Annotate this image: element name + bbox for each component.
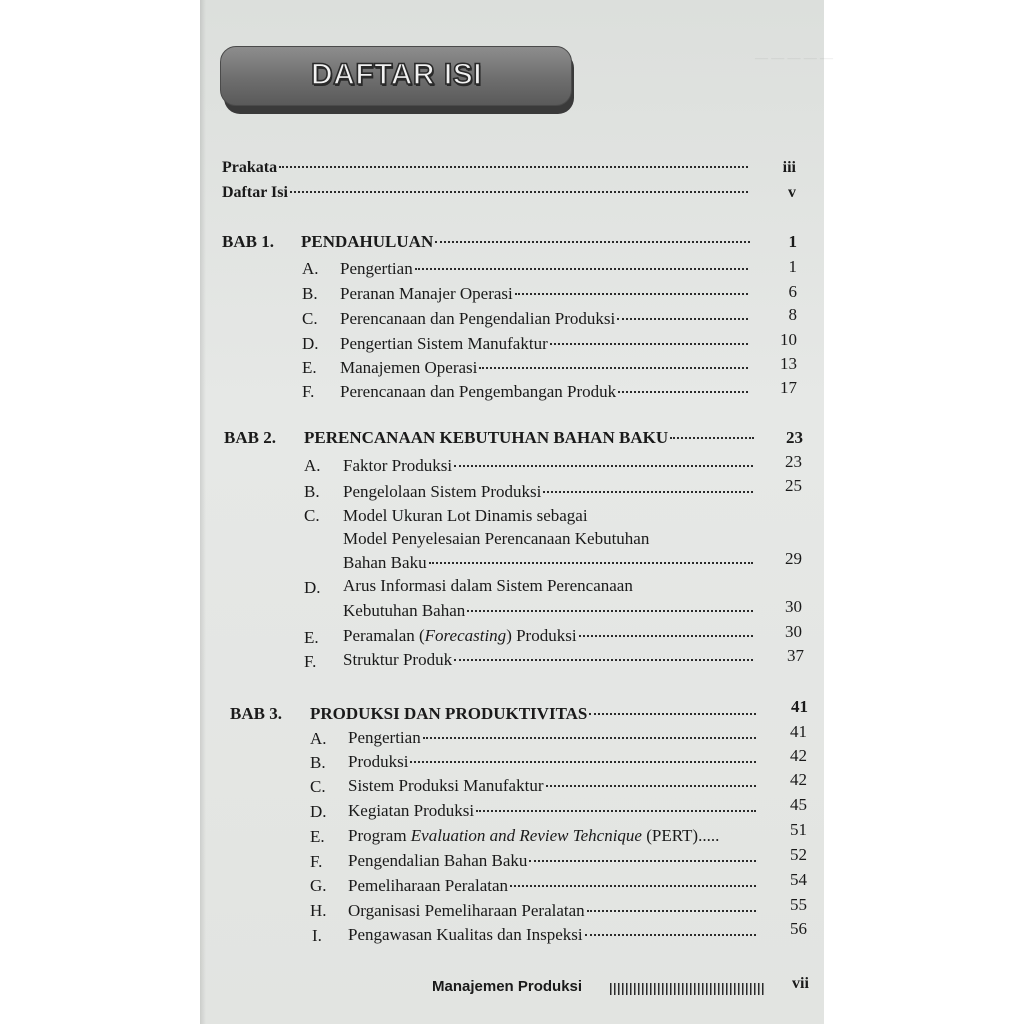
toc-page-number: 30	[785, 597, 802, 616]
toc-item[interactable]	[343, 456, 755, 476]
toc-item-label: Pengendalian Bahan Baku	[348, 851, 528, 870]
toc-page-number: 13	[780, 354, 797, 373]
item-letter: D.	[310, 802, 327, 821]
leader-dots	[587, 910, 756, 912]
toc-page-number: 1	[788, 257, 797, 276]
toc-page-number: 10	[780, 330, 797, 349]
toc-page-number: 55	[790, 895, 807, 914]
item-letter: C.	[304, 506, 320, 525]
toc-item-label: Pengertian	[348, 728, 421, 747]
label-part: Program	[348, 826, 411, 845]
leader-dots	[454, 659, 753, 661]
toc-item-label: Manajemen Operasi	[340, 358, 478, 377]
label-part: ) Produksi	[506, 626, 577, 645]
chapter-number: BAB 3.	[230, 704, 282, 723]
footer-decorative-bars	[610, 983, 765, 995]
toc-item-label	[348, 826, 719, 846]
toc-item-label: Sistem Produksi Manufaktur	[348, 776, 544, 795]
label-italic-part: Forecasting	[424, 626, 507, 645]
toc-item-label: Pengawasan Kualitas dan Inspeksi	[348, 925, 583, 944]
leader-dots	[279, 166, 748, 168]
leader-dots	[467, 610, 753, 612]
item-letter: F.	[310, 852, 323, 871]
toc-item-label: Pengertian	[340, 259, 413, 278]
toc-item-label: Produksi	[348, 752, 409, 771]
toc-page-number: 6	[788, 282, 797, 301]
toc-item[interactable]	[343, 626, 755, 646]
chapter-title: PERENCANAAN KEBUTUHAN BAHAN BAKU	[304, 428, 669, 447]
toc-item[interactable]	[343, 601, 755, 621]
toc-page-number: 45	[790, 795, 807, 814]
toc-page-number: 25	[785, 476, 802, 495]
leader-dots	[529, 860, 756, 862]
toc-page-number: 17	[780, 378, 797, 397]
toc-page-number: 23	[786, 428, 803, 447]
item-letter: F.	[304, 652, 317, 671]
toc-entry-label: Daftar Isi	[222, 184, 288, 201]
toc-entry-prakata[interactable]	[222, 159, 750, 177]
item-letter: B.	[310, 753, 326, 772]
leader-dots	[670, 437, 754, 439]
leader-dots	[290, 191, 748, 193]
toc-page-number: 52	[790, 845, 807, 864]
item-letter: A.	[310, 729, 327, 748]
leader-dots	[550, 343, 748, 345]
toc-chapter-2[interactable]	[304, 428, 756, 448]
toc-item[interactable]	[348, 728, 758, 748]
show-through-text: — — — — —	[755, 50, 833, 65]
toc-page-number: v	[788, 184, 796, 201]
item-letter: G.	[310, 876, 327, 895]
toc-item[interactable]	[340, 334, 750, 354]
toc-page-number: 23	[785, 452, 802, 471]
leader-dots	[510, 885, 756, 887]
leader-dots	[618, 391, 748, 393]
item-letter: B.	[304, 482, 320, 501]
toc-item-label: Pengertian Sistem Manufaktur	[340, 334, 548, 353]
toc-item-label	[343, 626, 577, 646]
toc-item[interactable]	[348, 876, 758, 896]
toc-page-number: iii	[782, 159, 796, 176]
item-letter: H.	[310, 901, 327, 920]
label-italic-part: Evaluation and Review Tehcnique	[410, 826, 642, 845]
leader-dots	[454, 465, 753, 467]
toc-item-label: Kebutuhan Bahan	[343, 601, 466, 620]
toc-item-label: Kegiatan Produksi	[348, 801, 475, 820]
toc-entry-label: Prakata	[222, 159, 278, 176]
toc-item[interactable]	[343, 553, 755, 573]
toc-item[interactable]	[340, 284, 750, 304]
chapter-title: PRODUKSI DAN PRODUKTIVITAS	[310, 704, 588, 723]
leader-dots	[410, 761, 756, 763]
leader-dots	[585, 934, 756, 936]
toc-item-label: Pengelolaan Sistem Produksi	[343, 482, 542, 501]
leader-dots	[415, 268, 748, 270]
toc-chapter-1[interactable]	[301, 232, 752, 252]
folio-page-number: vii	[792, 975, 809, 992]
toc-page-number: 56	[790, 919, 807, 938]
item-letter: D.	[304, 578, 321, 597]
toc-page-number: 41	[791, 697, 808, 716]
toc-page-number: 29	[785, 549, 802, 568]
item-letter: C.	[302, 309, 318, 328]
item-letter: A.	[304, 456, 321, 475]
toc-item[interactable]	[348, 776, 758, 796]
label-part: Peramalan (	[343, 626, 425, 645]
leader-dots	[546, 785, 757, 787]
toc-item[interactable]	[340, 309, 750, 329]
toc-item[interactable]	[348, 851, 758, 871]
leader-dots	[479, 367, 748, 369]
chapter-title: PENDAHULUAN	[301, 232, 434, 251]
item-letter: D.	[302, 334, 319, 353]
item-letter: E.	[304, 628, 319, 647]
toc-item[interactable]	[348, 826, 758, 846]
item-letter: E.	[302, 358, 317, 377]
toc-item[interactable]	[343, 650, 755, 670]
page-gutter-shadow	[200, 0, 206, 1024]
toc-item-line: Arus Informasi dalam Sistem Perencanaan	[343, 576, 633, 595]
toc-item[interactable]	[348, 801, 758, 821]
toc-page-number: 42	[790, 746, 807, 765]
leader-dots	[429, 562, 753, 564]
toc-item-label: Faktor Produksi	[343, 456, 453, 475]
toc-page-number: 54	[790, 870, 807, 889]
toc-item-line: Model Ukuran Lot Dinamis sebagai	[343, 506, 588, 525]
toc-page-number: 37	[787, 646, 804, 665]
item-letter: A.	[302, 259, 319, 278]
leader-dots	[617, 318, 748, 320]
toc-page-number: 1	[788, 232, 797, 251]
toc-page-number: 42	[790, 770, 807, 789]
item-letter: I.	[312, 926, 322, 945]
toc-item-label: Perencanaan dan Pengendalian Produksi	[340, 309, 616, 328]
toc-item-label: Perencanaan dan Pengembangan Produk	[340, 382, 617, 401]
toc-page-number: 8	[788, 305, 797, 324]
toc-item[interactable]	[340, 382, 750, 402]
running-footer-title: Manajemen Produksi	[432, 978, 583, 995]
toc-item[interactable]	[348, 925, 758, 945]
toc-page-number: 51	[790, 820, 807, 839]
toc-item-label: Struktur Produk	[343, 650, 453, 669]
toc-item[interactable]	[340, 259, 750, 279]
leader-dots	[476, 810, 756, 812]
leader-dots	[435, 241, 750, 243]
item-letter: F.	[302, 382, 315, 401]
toc-item[interactable]	[343, 482, 755, 502]
leader-dots	[543, 491, 753, 493]
leader-dots	[423, 737, 756, 739]
toc-item-label: Bahan Baku	[343, 553, 427, 572]
item-letter: E.	[310, 827, 325, 846]
leader-dots	[589, 713, 756, 715]
toc-page-number: 30	[785, 622, 802, 641]
page-title: DAFTAR ISI	[311, 58, 483, 91]
toc-entry-daftar-isi[interactable]	[222, 184, 750, 202]
item-letter: B.	[302, 284, 318, 303]
toc-item-label: Organisasi Pemeliharaan Peralatan	[348, 901, 585, 920]
toc-item-label: Peranan Manajer Operasi	[340, 284, 513, 303]
toc-item[interactable]	[340, 358, 750, 378]
book-page	[200, 0, 833, 1024]
label-part: (PERT).....	[641, 826, 720, 845]
toc-item-line: Model Penyelesaian Perencanaan Kebutuhan	[343, 529, 650, 548]
toc-item[interactable]	[348, 752, 758, 772]
toc-item[interactable]	[348, 901, 758, 921]
toc-chapter-3[interactable]	[310, 704, 758, 724]
leader-dots	[515, 293, 748, 295]
leader-dots	[579, 635, 753, 637]
item-letter: C.	[310, 777, 326, 796]
chapter-number: BAB 1.	[222, 232, 274, 251]
toc-page-number: 41	[790, 722, 807, 741]
chapter-number: BAB 2.	[224, 428, 276, 447]
toc-item-label: Pemeliharaan Peralatan	[348, 876, 509, 895]
